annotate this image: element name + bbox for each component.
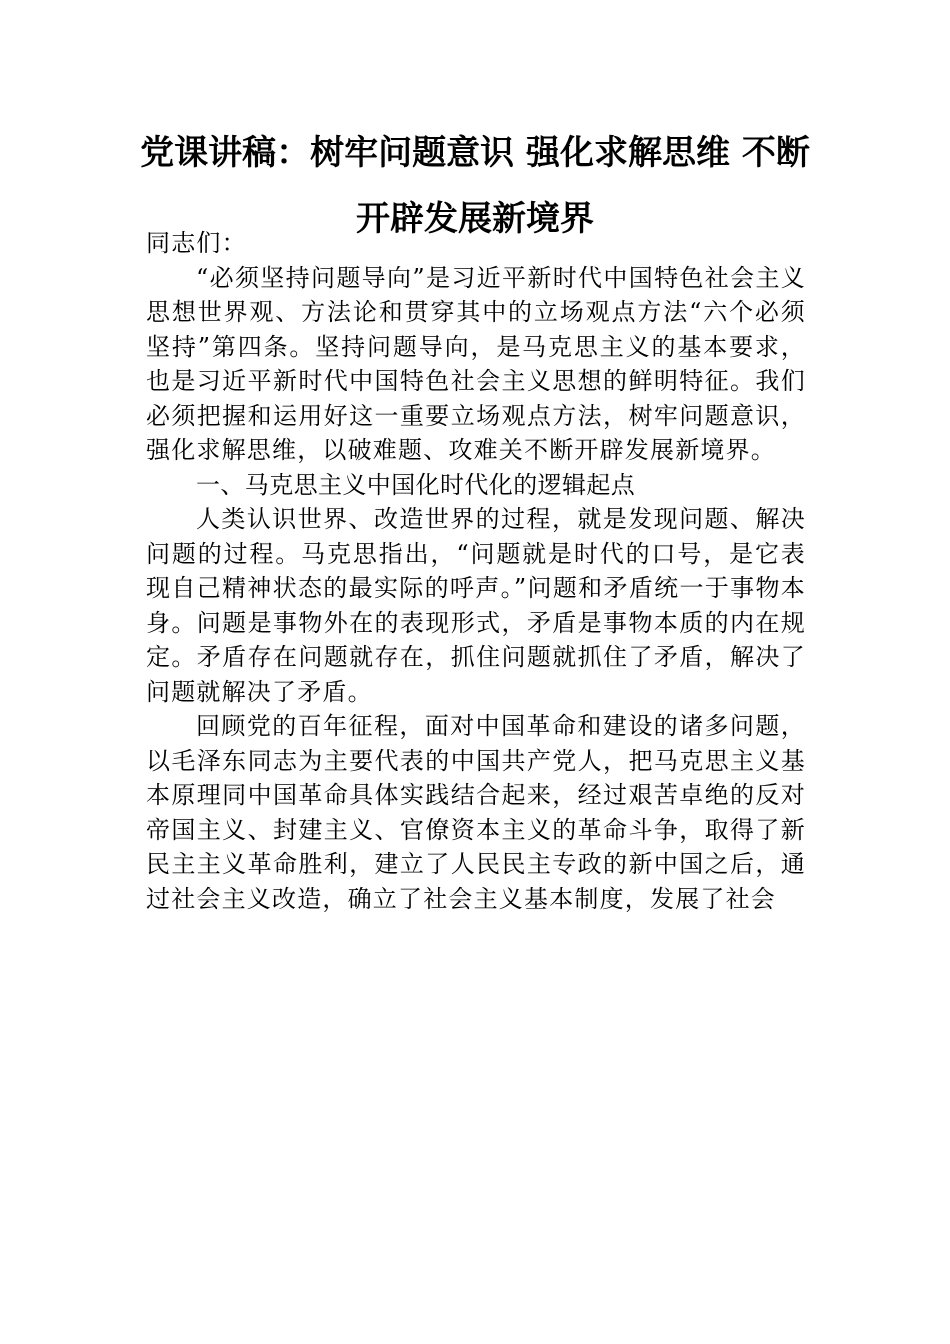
- document-body: [146, 226, 806, 916]
- section-paragraph: 回顾党的百年征程，面对中国革命和建设的诸多问题，以毛泽东同志为主要代表的中国共产党人，把马克思主义基本原理同中国革命具体实践结合起来，经过艰苦卓绝的反对帝国主义、封建主义、官僚资本主义的革命斗争，取得了新民主主义革命胜利，建立了人民民主专政的新中国之后，通过社会主义改造，确立了社会主义基本制度，发展了社会: [146, 712, 806, 913]
- greeting: 同志们：: [146, 229, 247, 257]
- document-title: 党课讲稿：树牢问题意识 强化求解思维 不断开辟发展新境界: [140, 133, 810, 239]
- section-heading: 一、马克思主义中国化时代化的逻辑起点: [196, 470, 636, 499]
- section-paragraph: 人类认识世界、改造世界的过程，就是发现问题、解决问题的过程。马克思指出，“问题就是时代的口号，是它表现自己精神状态的最实际的呼声。”问题和矛盾统一于事物本身。问题是事物外在的表现形式，矛盾是事物本质的内在规定。矛盾存在问题就存在，抓住问题就抓住了矛盾，解决了问题就解决了矛盾。: [146, 505, 806, 706]
- intro-paragraph: “必须坚持问题导向”是习近平新时代中国特色社会主义思想世界观、方法论和贯穿其中的立场观点方法“六个必须坚持”第四条。坚持问题导向，是马克思主义的基本要求，也是习近平新时代中国特色社会主义思想的鲜明特征。我们必须把握和运用好这一重要立场观点方法，树牢问题意识，强化求解思维，以破难题、攻难关不断开辟发展新境界。: [146, 263, 806, 464]
